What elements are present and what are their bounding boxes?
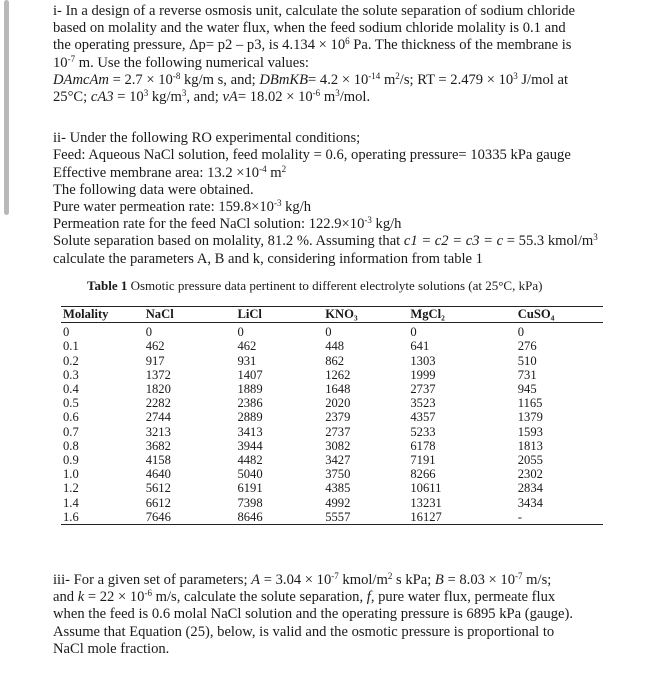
table-row	[61, 368, 603, 382]
table-row	[61, 453, 603, 467]
table-cell: 1407	[237, 367, 263, 382]
table-cell: 1303	[410, 353, 436, 368]
table-row	[61, 382, 603, 396]
table-cell: 462	[237, 339, 257, 354]
table-cell: 448	[325, 339, 345, 354]
table-cell: 1999	[410, 367, 436, 382]
table-row	[61, 425, 603, 439]
table-body	[61, 323, 603, 525]
part-iii-line-3: when the feed is 0.6 molal NaCl solution and the operating pressure is 6895 kPa (gauge).	[53, 606, 573, 623]
scrollbar[interactable]	[4, 0, 9, 215]
part-iii-line-1: iii- For a given set of parameters; $A = 3.04 \times 10^{-7}$ kmol/$m^2$ s kPa; $B = 8.03 \times 10^{-7}$ m/s;	[53, 571, 552, 588]
table-cell: 0.4	[63, 382, 79, 397]
table-cell: 1262	[325, 367, 351, 382]
part-ii-line-8: calculate the parameters A, B and k, considering information from table 1	[53, 250, 483, 267]
table-cell: 1379	[517, 410, 543, 425]
part-ii-line-5: Pure water permeation rate: $159.8\times 10^{-3}$ kg/h	[53, 198, 312, 216]
table-cell: 5612	[145, 481, 171, 496]
table-row	[61, 467, 603, 481]
table-cell: 0.2	[63, 353, 79, 368]
table-cell: 2020	[325, 396, 351, 411]
table-cell: 5040	[237, 467, 263, 482]
table-cell: 16127	[408, 510, 515, 525]
part-ii-problem	[53, 130, 603, 268]
table-row	[61, 323, 603, 340]
table-cell: 917	[145, 353, 165, 368]
table-cell: 7646	[144, 510, 236, 525]
table-cell: 3213	[145, 424, 171, 439]
part-ii-line-2: Feed: Aqueous NaCl solution, feed molality = 0.6, operating pressure= 10335 kPa gauge	[53, 147, 571, 164]
table-cell: 1.0	[63, 467, 79, 482]
table-row	[61, 496, 603, 510]
table-cell: 276	[517, 339, 537, 354]
table-cell: 2737	[410, 382, 436, 397]
table-cell: 0	[63, 325, 70, 340]
table-cell: 510	[517, 353, 537, 368]
document-page	[53, 0, 603, 657]
table-cell: 3682	[145, 438, 171, 453]
table-cell: 4640	[145, 467, 171, 482]
table-cell: 641	[410, 339, 430, 354]
table-cell: 462	[145, 339, 165, 354]
part-ii-line-4: The following data were obtained.	[53, 181, 254, 198]
table-cell: 0.1	[63, 339, 79, 354]
table-cell: 5233	[410, 424, 436, 439]
table-cell: 0	[517, 325, 525, 340]
table-cell: 1165	[517, 396, 543, 411]
table-cell: 1648	[325, 382, 351, 397]
table-cell: 0.7	[63, 424, 79, 439]
table-cell: 1372	[145, 367, 171, 382]
table-cell: 10611	[410, 481, 442, 496]
table-cell: 8646	[235, 510, 323, 525]
table-row	[61, 510, 603, 525]
table-cell: 4158	[145, 453, 171, 468]
table-cell: 1813	[517, 438, 543, 453]
header-nacl: NaCl	[144, 307, 236, 323]
table-cell: 4357	[410, 410, 436, 425]
table-cell: 1889	[237, 382, 263, 397]
table-cell: 5557	[323, 510, 408, 525]
part-i-problem	[53, 3, 603, 106]
part-i-line-4: $10^{-7}$ m. Use the following numerical values:	[53, 53, 309, 71]
table-cell: 1.2	[63, 481, 79, 496]
header-kno3: KNO₃	[323, 307, 408, 323]
table-cell: 1.4	[63, 495, 79, 510]
table-cell: 4992	[325, 495, 351, 510]
table-row	[61, 339, 603, 353]
table-cell: 2737	[325, 424, 351, 439]
table-cell: 6178	[410, 438, 436, 453]
header-licl: LiCl	[235, 307, 323, 323]
table-cell: 13231	[410, 495, 442, 510]
table-cell: 2302	[517, 467, 543, 482]
table-cell: 8266	[410, 467, 436, 482]
table-cell: 2379	[325, 410, 351, 425]
table-cell: 1820	[145, 382, 171, 397]
table-cell: 7398	[237, 495, 263, 510]
header-mgcl2: MgCl₂	[408, 307, 515, 323]
table-cell: 3082	[325, 438, 351, 453]
table-caption: Table 1 Osmotic pressure data pertinent to different electrolyte solutions (at 25°C, kPa)	[87, 278, 543, 293]
table-cell: 4385	[325, 481, 351, 496]
part-iii-line-5: NaCl mole fraction.	[53, 640, 170, 657]
table-cell: 945	[517, 382, 537, 397]
table-cell: 0.8	[63, 438, 79, 453]
table-cell: 4482	[237, 453, 263, 468]
part-i-line-3: the operating pressure, Δp= p2 – p3, is $4.134 \times 10^6$ Pa. The thickness of the membrane is	[53, 36, 572, 54]
table-cell: 3944	[237, 438, 263, 453]
table-cell: 0.6	[63, 410, 79, 425]
part-ii-line-6: Permeation rate for the feed NaCl solution: $122.9\times 10^{-3}$ kg/h	[53, 215, 402, 233]
table-cell: 862	[325, 353, 345, 368]
table-cell: 3413	[237, 424, 263, 439]
table-cell: 3427	[325, 453, 351, 468]
table-cell: 2055	[517, 453, 543, 468]
part-iii-line-4: Assume that Equation (25), below, is valid and the osmotic pressure is proportional to	[53, 623, 555, 640]
osmotic-pressure-table	[61, 306, 603, 525]
table-cell: 0.5	[63, 396, 79, 411]
part-ii-line-7: Solute separation based on molality, 81.2 %. Assuming that c1 = c2 = c3 = c = 55.3 kmol/$m^3$	[53, 232, 598, 250]
table-cell: 3523	[410, 396, 436, 411]
table-row	[61, 410, 603, 424]
header-molality: Molality	[61, 307, 144, 323]
table-cell: 0	[325, 325, 332, 340]
part-i-line-1: i- In a design of a reverse osmosis unit, calculate the solute separation of sodium chloride	[53, 3, 575, 19]
table-cell: 0	[145, 325, 152, 340]
part-iii-problem	[53, 572, 613, 658]
table-row	[61, 354, 603, 368]
header-cuso4: CuSO₄	[516, 307, 603, 323]
table-header-row	[61, 307, 603, 323]
part-ii-line-3: Effective membrane area: $13.2 \times 10^{-4}$ $m^2$	[53, 163, 287, 181]
table-cell: 0.3	[63, 367, 79, 382]
table-cell: 0	[410, 325, 417, 340]
table-cell: 2386	[237, 396, 263, 411]
table-cell: 3750	[325, 467, 351, 482]
table-cell: 2744	[145, 410, 171, 425]
table-cell: -	[516, 510, 603, 525]
table-cell: 0.9	[63, 453, 79, 468]
table-row	[61, 396, 603, 410]
table-cell: 6191	[237, 481, 263, 496]
table-cell: 0	[237, 325, 244, 340]
table-cell: 731	[517, 367, 537, 382]
part-iii-line-2: and $k = 22 \times 10^{-6}$ m/s, calculate the solute separation, f, pure water flux, permeate flux	[53, 588, 556, 606]
table-cell: 3434	[517, 495, 543, 510]
part-ii-line-1: ii- Under the following RO experimental conditions;	[53, 130, 361, 147]
table-cell: 7191	[410, 453, 436, 468]
table-cell: 6612	[145, 495, 171, 510]
part-i-line-5: DAmcAm = $2.7 \times 10^{-8}$ kg/m s, and; DBmKB= $4.2 \times 10^{-14}$ $m^2/s$; RT = $2.479 \times 10^3$ J/mol at	[53, 70, 569, 88]
table-cell: 931	[237, 353, 257, 368]
table-cell: 2282	[145, 396, 171, 411]
table-cell: 2834	[517, 481, 543, 496]
table-row	[61, 439, 603, 453]
table-row	[61, 481, 603, 495]
table-cell: 1.6	[61, 510, 144, 525]
table-cell: 1593	[517, 424, 543, 439]
table-cell: 2889	[237, 410, 263, 425]
part-i-line-2: based on molality and the water flux, when the feed sodium chloride molality is 0.1 and	[53, 20, 566, 37]
part-i-line-6: 25°C; $cA3 = 10^3$ $kg/m^3$, and; $vA= 18.02 \times 10^{-6}$ $m^3$/mol.	[53, 88, 371, 106]
